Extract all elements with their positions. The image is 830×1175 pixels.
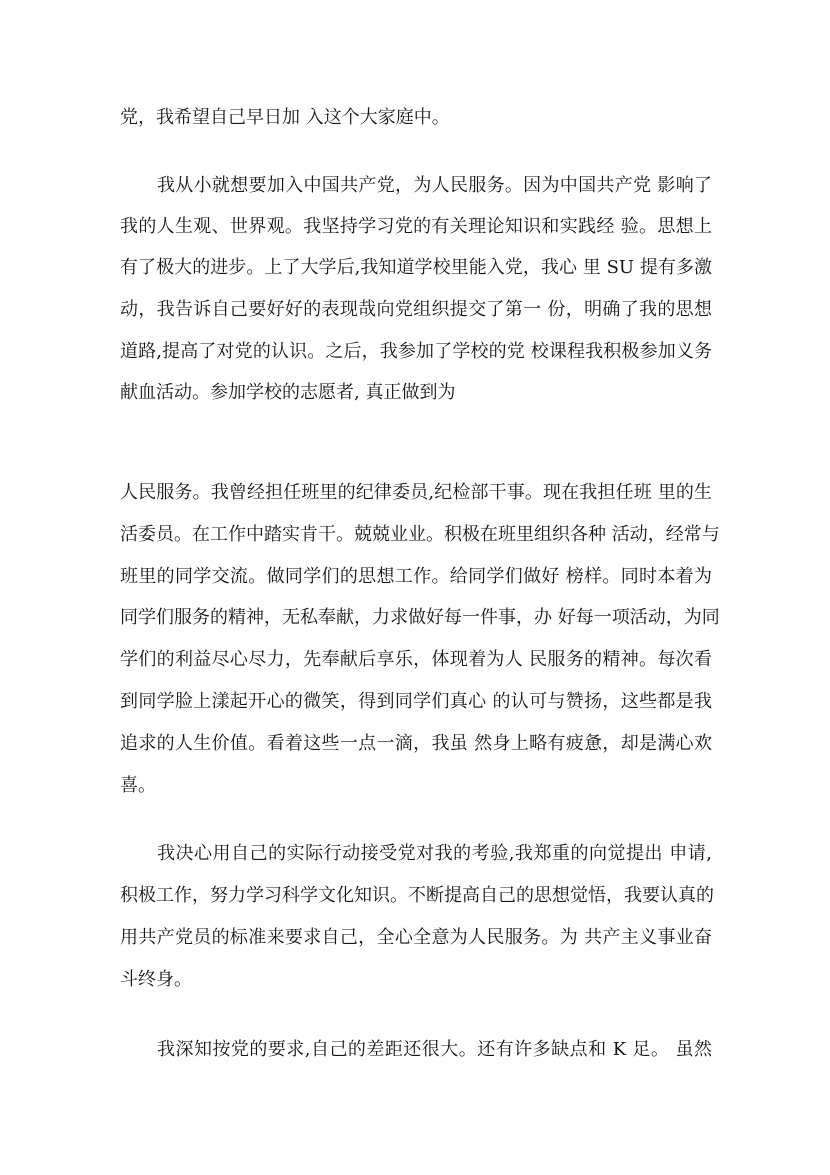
text-line: 活委员。在工作中踏实肯干。兢兢业业。积极在班里组织各种 活动，经常与	[120, 524, 720, 545]
text-line: 我的人生观、世界观。我坚持学习党的有关理论知识和实践经 验。思想上	[120, 216, 712, 237]
text-line: 道路,提高了对党的认识。之后，我参加了学校的党 校课程我积极参加义务	[120, 341, 712, 362]
text-line: 党，我希望自己早日加 入这个大家庭中。	[120, 107, 450, 128]
text-line: 喜。	[120, 775, 156, 796]
text-line: 同学们服务的精神，无私奉献，力求做好每一件事，办 好每一项活动，为同	[120, 607, 720, 628]
text-line: 学们的利益尽心尽力，先奉献后享乐，体现着为人 民服务的精神。每次看	[120, 649, 712, 670]
text-line: 我决心用自己的实际行动接受党对我的考验,我郑重的向觉提出 申请,	[157, 843, 712, 864]
text-line: 追求的人生价值。看着这些一点一滴，我虽 然身上略有疲惫，却是满心欢	[120, 733, 712, 754]
text-line: 人民服务。我曾经担任班里的纪律委员,纪检部干事。现在我担任班 里的生	[120, 482, 712, 503]
text-line: 用共产党员的标准来要求自己，全心全意为人民服务。为 共产主义事业奋	[120, 927, 712, 948]
text-line: 我深知按党的要求,自己的差距还很大。还有许多缺点和 K 足。 虽然	[157, 1039, 712, 1060]
text-line: 班里的同学交流。做同学们的思想工作。给同学们做好 榜样。同时本着为	[120, 566, 712, 587]
text-line: 献血活动。参加学校的志愿者, 真正做到为	[120, 382, 456, 403]
text-line: 积极工作，努力学习科学文化知识。不断提高自己的思想觉悟，我要认真的	[120, 885, 714, 906]
text-line: 动，我告诉自己要好好的表现哉向党组织提交了第一 份，明确了我的思想	[120, 299, 712, 320]
text-line: 有了极大的进步。上了大学后,我知道学校里能入党，我心 里 SU 提有多激	[120, 257, 712, 278]
text-line: 我从小就想要加入中国共产党，为人民服务。因为中国共产党 影响了	[157, 175, 712, 196]
text-line: 斗终身。	[120, 969, 192, 990]
text-line: 到同学脸上漾起开心的微笑，得到同学们真心 的认可与赞扬，这些都是我	[120, 691, 712, 712]
